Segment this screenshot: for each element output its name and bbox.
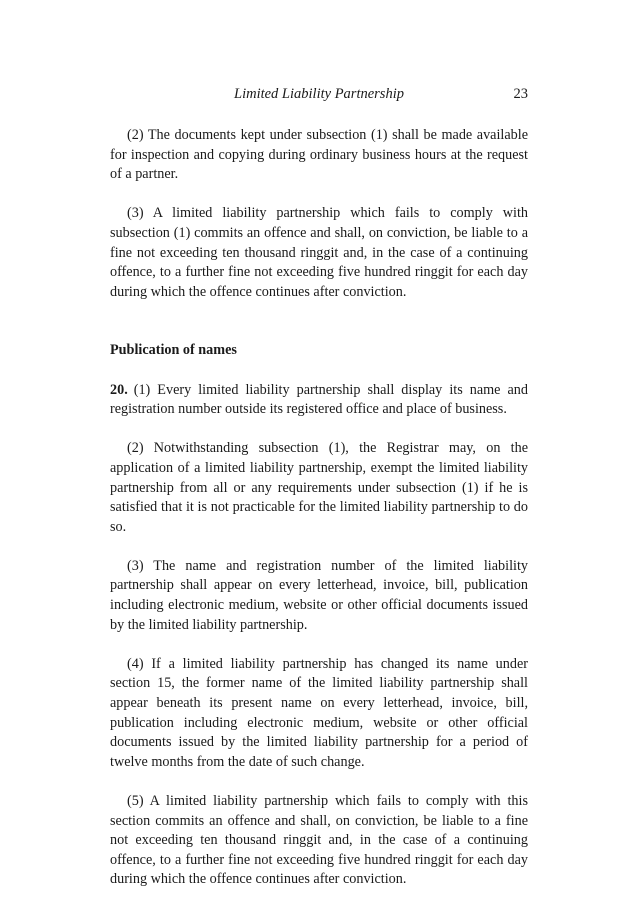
section-20-subsection-4: (4) If a limited liability partnership has changed its name under section 15, the former name of the limited liability partnership shall appear beneath its present name on every letterhead, invoice, bill, publication including electronic medium, website or other official documents issued by the limited liability partnership for a period of twelve months from the date of such change. [110, 655, 528, 770]
section-number: 20. [110, 381, 128, 398]
paragraph-subsection-3: (3) A limited liability partnership which fails to comply with subsection (1) commits an offence and shall, on conviction, be liable to a fine not exceeding ten thousand ringgit and, in the case of a continuing offence, to a further fine not exceeding five hundred ringgit for each day during which the offence continues after conviction. [110, 205, 528, 300]
section-20-subsection-1 [110, 381, 528, 420]
running-header [110, 86, 528, 106]
paragraph-subsection-2: (2) The documents kept under subsection (1) shall be made available for inspection and copying during ordinary business hours at the request of a partner. [110, 127, 528, 183]
document-page [110, 86, 528, 890]
section-20-subsection-5: (5) A limited liability partnership which fails to comply with this section commits an offence and shall, on conviction, be liable to a fine not exceeding ten thousand ringgit and, in the case of a continuing offence, to a further fine not exceeding five hundred ringgit for each day during which the offence continues after conviction. [110, 793, 528, 888]
section-20-subsection-2: (2) Notwithstanding subsection (1), the Registrar may, on the application of a limited liability partnership, exempt the limited liability partnership from all or any requirements under subsection (1) if he is satisfied that it is not practicable for the limited liability partnership to do so. [110, 440, 528, 535]
section-20-subsection-3: (3) The name and registration number of the limited liability partnership shall appear on every letterhead, invoice, bill, publication including electronic medium, website or other official documents issued by the limited liability partnership. [110, 557, 528, 633]
section-20-subsection-1-text: (1) Every limited liability partnership shall display its name and registration number outside its registered office and place of business. [110, 381, 528, 418]
page-number: 23 [513, 86, 528, 102]
section-heading: Publication of names [110, 342, 237, 359]
running-title: Limited Liability Partnership [234, 86, 404, 102]
